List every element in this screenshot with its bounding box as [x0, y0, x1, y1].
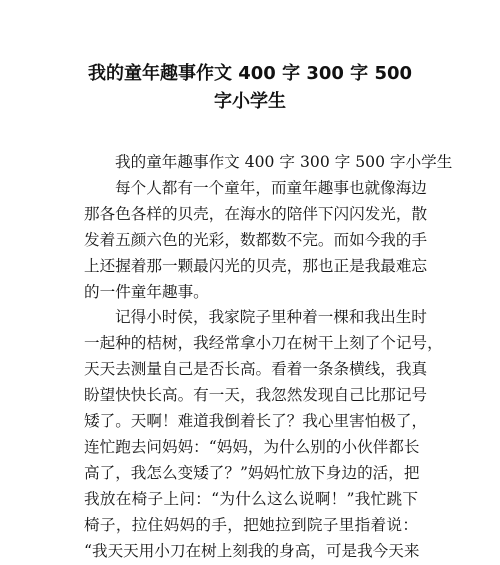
body-line: “我天天用小刀在树上刻我的身高，可是我今天来 [84, 541, 420, 560]
body-line: 上还握着那一颗最闪光的贝壳，那也正是我最难忘 [84, 256, 428, 275]
body-line: 连忙跑去问妈妈：“妈妈，为什么别的小伙伴都长 [84, 437, 420, 456]
title-line-2: 字小学生 [214, 91, 286, 112]
document-title [60, 60, 440, 116]
body-line: 我的童年趣事作文 400 字 300 字 500 字小学生 [115, 153, 453, 171]
body-line: 矮了。天啊！难道我倒着长了？我心里害怕极了， [84, 412, 428, 431]
body-line: 每个人都有一个童年，而童年趣事也就像海边 [115, 178, 427, 197]
body-line: 椅子，拉住妈妈的手，把她拉到院子里指着说： [84, 515, 418, 534]
body-line: 盼望快快长高。有一天，我忽然发现自己比那记号 [84, 386, 428, 405]
body-line: 的一件童年趣事。 [84, 282, 209, 301]
body-line: 那各色各样的贝壳，在海水的陪伴下闪闪发光，散 [84, 204, 428, 223]
body-line: 天天去测量自己是否长高。看着一条条横线，我真 [84, 360, 428, 379]
body-line: 一起种的桔树，我经常拿小刀在树干上刻了个记号， [84, 334, 443, 353]
article-body [84, 150, 453, 565]
title-line-1: 我的童年趣事作文 400 字 300 字 500 [87, 63, 413, 84]
body-line: 我放在椅子上问：“为什么这么说啊！”我忙跳下 [84, 489, 418, 508]
body-line: 高了，我怎么变矮了？”妈妈忙放下身边的活，把 [84, 463, 420, 482]
body-line: 发着五颜六色的光彩，数都数不完。而如今我的手 [84, 230, 428, 249]
body-line: 记得小时侯，我家院子里种着一棵和我出生时 [115, 308, 427, 327]
